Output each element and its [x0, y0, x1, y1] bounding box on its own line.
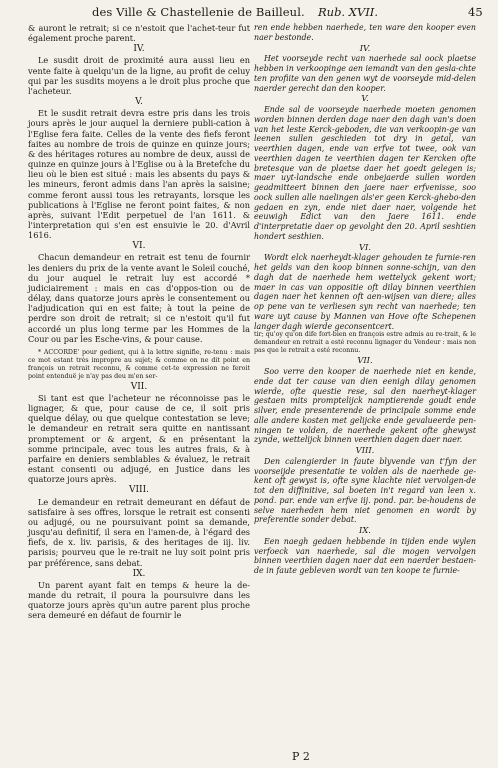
paragraph-continuation: ren ende hebben naerhede, ten ware den kooper even naer bestonde.: [254, 23, 476, 42]
article-text-viii: Le demandeur en retrait demeurant en défaut de satisfaire à ses offres, lorsque le retrait est consenti ou adjugé, ou ne poursuivant point sa demande, jusqu'au definitif, il sera en l'amen-de, à l'égard des fiefs, de x. liv. parisis, & des heritages de iij. liv. parisis; pourveu que le re-trait ne luy soit point pris par préférence, sans debat.: [28, 496, 250, 568]
article-text-ix: Een naegh gedaen hebbende in tijden ende wylen verfoeck van naerhede, sal die mogen vervolgen binnen veerthien dagen naer dat een naerder bestaen-de in faute gebleven wordt van ten koope te furnie-: [254, 536, 476, 575]
footnote: * ACCORDE' pour gedient, qui à la lettre signifie, re-tenu : mais ce mot estant très impropre au sujet; & comme on ne dit point en françois un retrait reconnu, & comme cet-te expression ne feroit point entenduë je n'ay pas deu m'en ser-: [28, 348, 250, 380]
article-heading-v: V.: [361, 93, 369, 104]
page-header: [0, 4, 498, 22]
rubric-label: Rub. XVII.: [318, 5, 378, 19]
running-title: des Ville & Chastellenie de Bailleul.: [92, 5, 305, 19]
article-heading-ix: IX.: [132, 568, 146, 579]
footnote-continuation: tir; qu'oy qu'on dife fort-bien en françois estre admis au re-trait, & le demandeur en retrait a esté reconnu lignager du Vendeur : mais non pas que le retrait a esté reconnu.: [254, 331, 476, 355]
article-text-vii: Soo verre den kooper de naerhede niet en kende, ende dat ter cause van dien eenigh dilay genomen wierde, ofte questie rese, sal den naerheyt-klager gestaen mits promptelijck namptierende goudt ende silver, ende presenterende de principale somme ende alle andere kosten met gelijcke ende gevalueerde pen-ningen te volden, de naerhede gekent ofte ghewyst zynde, wettelijck binnen veerthien dagen daer naer.: [254, 367, 476, 445]
article-text-iv: Het voorseyde recht van naerhede sal oock plaetse hebben in verkoopinge aen iemandt van den gesla-chte ten profiite van den genen wyt de voorseyde mid-delen naerder gerecht dan den kooper.: [254, 54, 476, 93]
article-heading-v: V.: [135, 97, 143, 108]
article-text-viii: Den calengierder in faute blyvende van t'fyn der voorseijde presentatie te volden als de naerhede ge-kent oft gewyst is, ofte syne klachte niet vervolgen-de tot den diffinitive, sal boeten in't regard van leen x. pond. par. ende van erfve iij. pond. par. be-houdens de selve naerheden hem niet genomen en wordt by preferentie sonder debat.: [254, 456, 476, 525]
article-text-iv: Le susdit droit de proximité aura aussi lieu en vente faite à quelqu'un de la ligne, au profit de celuy qui par les susdits moyens a le droit plus proche que l'acheteur.: [28, 55, 250, 96]
article-heading-vi: VI.: [358, 241, 372, 252]
article-text-v: Ende sal de voorseyde naerhede moeten genomen worden binnen derden dage naer den dagh van's doen van het leste Kerck-geboden, die van verkoopin-ge van leenen sullen geschieden tot dry in getal, van veerthien dagen, ende van erfve tot twee, ook van veerthien dagen te veerthien dagen ter Kercken ofte bretesque van de plaetse daer het goedt gelegen is; maer uyt-landsche ende onbejaerde sullen worden geadmitteert binnen den jaere naer erfvenisse, soo oock sullen alle naelingen als'er geen Kerck-ghebo-den gedaen en zyn, ende niet daer naer, volgende het eeuwigh Edict van den Jaere 1611. ende d'interpretatie daer op gevolght den 20. April seshtien hondert sesthien.: [254, 105, 476, 241]
article-heading-viii: VIII.: [355, 445, 375, 455]
article-text-vii: Si tant est que l'acheteur ne réconnoisse pas le lignager, & que, pour cause de ce, il soit pris quelque délay, ou que quelque contestation se leve; le demandeur en retrait sera quitte en nantissant promptement or & argent, & en présentant la somme principale, avec tous les autres frais, & à parfaire en deniers semblables & évaluez, le retrait estant consenti ou adjugé, en Justice dans les quatorze jours après.: [28, 393, 250, 485]
article-heading-vi: VI.: [132, 241, 146, 252]
article-heading-iv: IV.: [133, 44, 145, 55]
article-text-v: Et le susdit retrait devra estre pris dans les trois jours après le jour auquel la derniere publi-cation à l'Eglise fera faite. Celles de la vente des fiefs feront faites au nombre de trois de quinze en quinze jours; & des héritages rotures au nombre de deux, aussi de quinze en quinze jours à l'Eglise ou à la Bretefche du lieu où le bien est situé : mais les absents du pays & les mineurs, feront admis dans l'an après la saisine; comme feront aussi tous les retrayants, lorsque les publications à l'Eglise ne feront point faites, & non après, suivant l'Edit perpetuel de l'an 1611. & l'interpretation qui s'en est ensuivie le 20. d'Avril 1616.: [28, 108, 250, 241]
article-heading-vii: VII.: [357, 355, 373, 366]
paragraph-continuation: & auront le retrait; si ce n'estoit que l'achet-teur fut également proche parent.: [28, 23, 250, 44]
page-number: 45: [468, 5, 483, 19]
article-heading-viii: VIII.: [128, 485, 150, 496]
article-text-ix: Un parent ayant fait en temps & heure la de-mande du retrait, il poura la poursuivre dans les quatorze jours après qu'un autre parent plus proche sera demeuré en défaut de fournir le: [28, 579, 250, 621]
article-heading-ix: IX.: [359, 525, 371, 535]
signature-mark: P 2: [292, 750, 310, 763]
flemish-column: [254, 23, 476, 576]
article-heading-vii: VII.: [130, 381, 148, 392]
french-column: [28, 23, 250, 620]
article-text-vi: Chacun demandeur en retrait est tenu de fournir les deniers du prix de la vente avant le Soleil couché, du jour auquel le retrait luy est accordé * judiciairement : mais en cas d'oppos-tion ou de délay, dans quatorze jours après le consentement ou l'adjudication qui en est faite; à tout la peine de perdre son droit de retrait; si ce n'estoit qu'il fut accordé un plus long terme par les Hommes de la Cour ou par les Esche-vins, & pour cause.: [28, 252, 250, 344]
article-text-vi: Wordt elck naerheydt-klager gehouden te furnie-ren het gelds van den koop binnen sonne-schijn, van den dagh dat de naerhede hem wettelyck gekent wort; maer in cas van oppositie oft dilay binnen veerthien dagen naer het kennen oft aen-wijsen van diere; alles op pene van te verliesen syn recht van naerhede; ten ware uyt cause by Mannen van Hove ofte Schepenen langer dagh wierde geconsentcert.: [254, 253, 476, 331]
article-heading-iv: IV.: [359, 42, 371, 53]
